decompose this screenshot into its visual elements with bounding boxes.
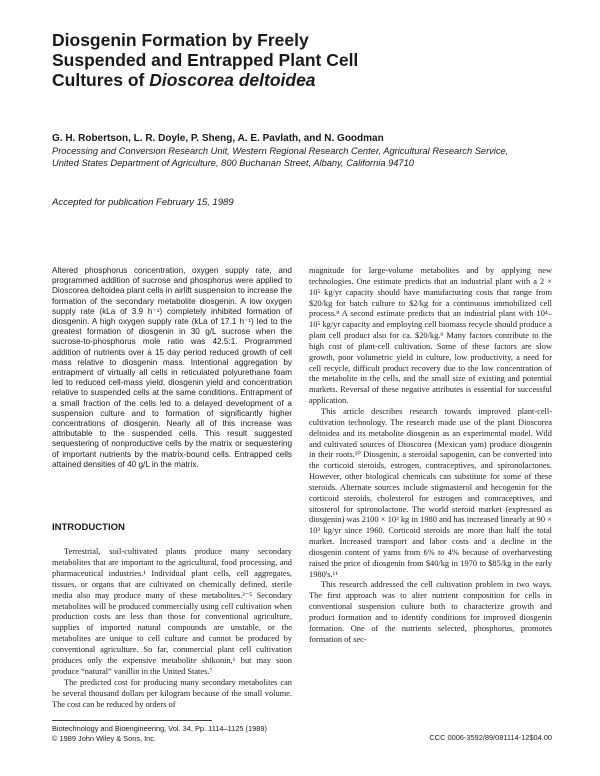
author-list: G. H. Robertson, L. R. Doyle, P. Sheng, A. E. Pavlath, and N. Goodman xyxy=(52,133,384,144)
title-line-3-species: Dioscorea deltoidea xyxy=(149,70,316,90)
abstract: Altered phosphorus concentration, oxygen supply rate, and programmed addition of sucrose and phosphorus were applied to Dioscorea deltoidea plant cells in airlift suspension to increase the formation of the secondary metabolite diosgenin. A low oxygen supply rate (kLa of 3.9 h⁻¹) completely inhibited formation of diosgenin. A high oxygen supply rate (kLa of 17.1 h⁻¹) led to the greatest formation of diosgenin in 30 g/L sucrose when the sucrose-to-phosphorus mole ratio was 42.5:1. Programmed addition of nutrients over a 15 day period reduced growth of cell mass relative to diosgenin mass. Intentional aggregation by entrapment of virtually all cells in reticulated polyurethane foam led to reduced cell-mass yield, diosgenin yield and concentration relative to suspended cells at the same conditions. Entrapment of a small fraction of the cells led to a delayed development of a suspension culture and to formation of significantly higher concentrations of diosgenin. Nearly all of this increase was attributable to the suspended cells. This result suggested sequestering of nonproductive cells by the matrix or sequestering of important nutrients by the matrix-bound cells. Entrapped cells attained densities of 40 g/L in the matrix. xyxy=(52,266,292,469)
title-line-2: Suspended and Entrapped Plant Cell xyxy=(52,50,359,70)
intro-paragraph-4: This article describes research towards improved plant-cell-cultivation technology. The research made use of the plant Dioscorea deltoidea and its metabolite diosgenin as an experimental model. Wild and cultivated sources of Dioscorea (Mexican yam) produce diosgenin in their roots.¹⁰ Diosgenin, a steroidal sapogenin, can be converted into the corticoid steroids, estrogen, contraceptives, and spironolactones. However, other biological chemicals can substitute for some of these steroids. Alternate sources include stigmasterol and hecogenin for the corticoid steroids, cholesterol for estrogen and contraceptives, and sitosterol for spironolactone. The world steroid market (expressed as diosgenin) was 2100 × 10³ kg in 1980 and has increased linearly at 90 × 10³ kg/yr since 1960. Corticoid steroids are more than half the total market. Increased transport and labor costs and a decline in the diosgenin content of yams from 6% to 4% because of overharvesting raised the price of diosgenin from $40/kg in 1970 to $85/kg in the early 1980's.¹¹ xyxy=(309,406,552,579)
acceptance-date: Accepted for publication February 15, 1989 xyxy=(52,197,234,208)
ccc-code: CCC 0006-3592/89/081114-12$04.00 xyxy=(429,733,552,742)
article-title xyxy=(52,30,472,90)
section-heading-introduction: INTRODUCTION xyxy=(52,522,125,533)
title-line-1: Diosgenin Formation by Freely xyxy=(52,30,309,50)
intro-paragraph-2: The predicted cost for producing many secondary metabolites can be several thousand dollars per kilogram because of the small volume. The cost can be reduced by orders of xyxy=(52,677,292,709)
intro-paragraph-1: Terrestrial, soil-cultivated plants produce many secondary metabolites that are important to the agricultural, food processing, and pharmaceutical industries.¹ Individual plant cells, cell aggregates, tissues, or organs that are cultivated on chemically defined, sterile media also may produce many of these metabolites.²⁻⁵ Secondary metabolites will be produced commercially using cell cultivation when production costs are less than those for conventional agriculture, supplies of imported natural compounds are unstable, or the metabolites are unique to cell culture and cannot be produced by conventional agriculture. So far, commercial plant cell cultivation produces only the expensive metabolite shikonin,⁶ but may soon produce “natural” vanillin in the United States.⁷ xyxy=(52,547,292,676)
affiliation: Processing and Conversion Research Unit, Western Regional Research Center, Agricultural Research Service, United States Department of Agriculture, 800 Buchanan Street, Albany, California 94710 xyxy=(52,146,509,168)
right-column-body xyxy=(309,266,552,646)
intro-paragraph-3: magnitude for large-volume metabolites and by applying new technologies. One estimate predicts that an industrial plant with a 2 × 10⁵ kg/yr capacity should have manufacturing costs that range from $20/kg for batch culture to $2/kg for a continuous immobilized cell process.⁸ A second estimate predicts that an industrial plant with 10⁴–10⁵ kg/yr capacity and employing cell biomass recycle should produce a plant cell product also for ca. $20/kg.⁹ Many factors contribute to the high cost of plant-cell cultivation. Some of these factors are slow growth, poor volumetric yield in culture, low productivity, a need for cell recycle, difficult product recovery due to the low concentration of the metabolite in the cells, and the small size of existing and potential markets. Reversal of these negative attributes is essential for successful application. xyxy=(309,266,552,406)
journal-citation xyxy=(52,724,302,743)
copyright-line: © 1989 John Wiley & Sons, Inc. xyxy=(52,733,157,743)
left-column-body xyxy=(52,547,292,711)
footer-rule xyxy=(52,720,212,721)
journal-info: Biotechnology and Bioengineering, Vol. 34, Pp. 1114–1125 (1989) xyxy=(52,724,267,733)
intro-paragraph-5: This research addressed the cell cultivation problem in two ways. The first approach was to alter nutrient composition for cells in conventional suspension culture both to characterize growth and product formation and to identify conditions for improved diosgenin formation. One of the nutrients selected, phosphorus, promotes formation of sec- xyxy=(309,580,552,644)
title-line-3-prefix: Cultures of xyxy=(52,70,150,90)
